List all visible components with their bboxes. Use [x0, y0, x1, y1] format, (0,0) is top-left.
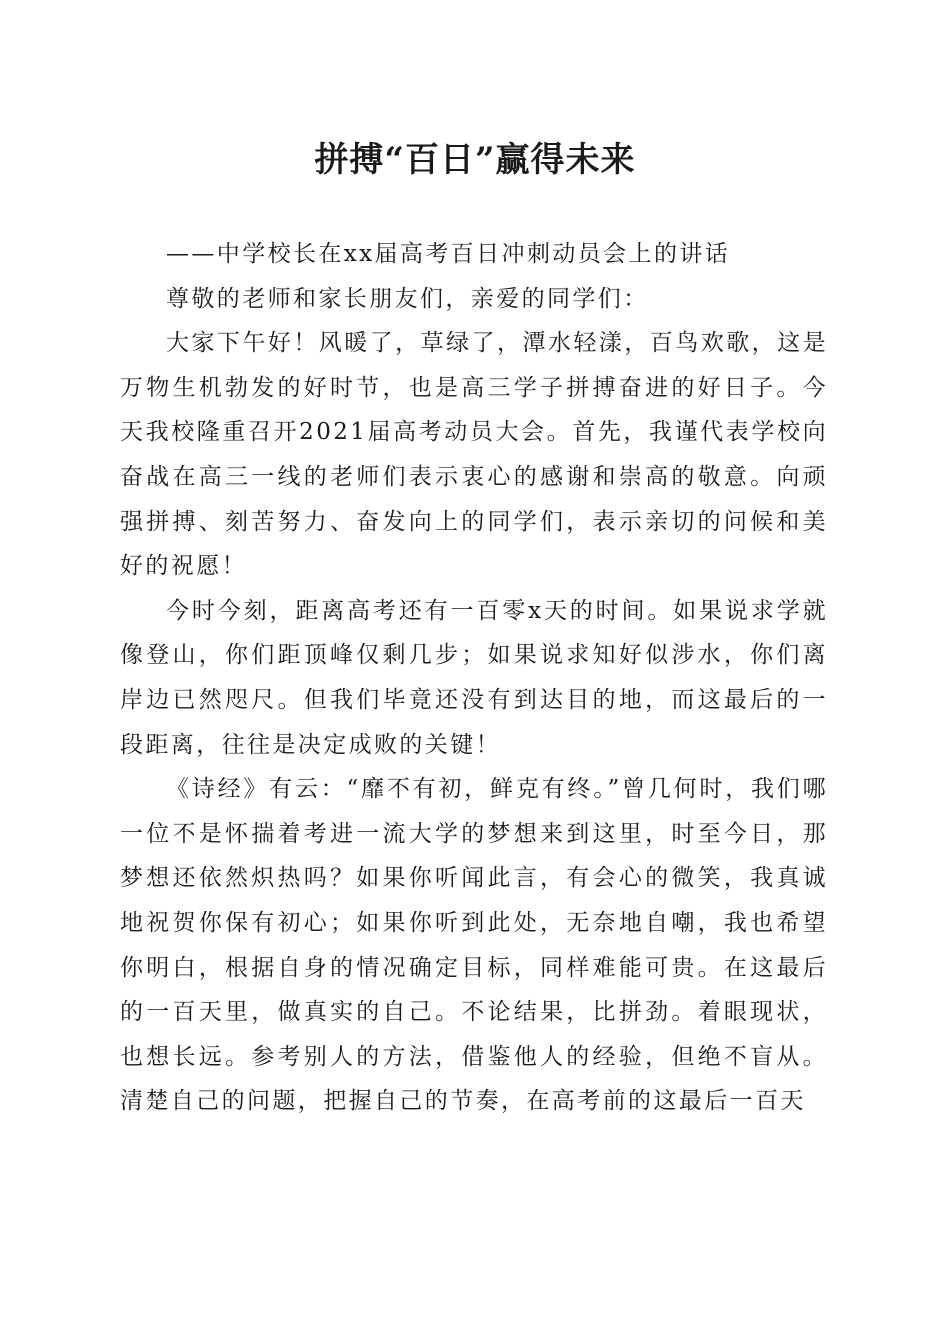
document-body	[120, 232, 828, 1124]
salutation: 尊敬的老师和家长朋友们，亲爱的同学们：	[166, 285, 649, 312]
paragraph: 今时今刻，距离高考还有一百零x天的时间。如果说求学就像登山，你们距顶峰仅剩几步；如果说求知好似涉水，你们离岸边已然咫尺。但我们毕竟还没有到达目的地，而这最后的一段距离，往往是决定成败的关键！	[120, 597, 828, 758]
paragraph: 《诗经》有云：“靡不有初，鲜克有终。”曾几何时，我们哪一位不是怀揣着考进一流大学的梦想来到这里，时至今日，那梦想还依然炽热吗？如果你听闻此言，有会心的微笑，我真诚地祝贺你保有初心；如果你听到此处，无奈地自嘲，我也希望你明白，根据自身的情况确定目标，同样难能可贵。在这最后的一百天里，做真实的自己。不论结果，比拼劲。着眼现状，也想长远。参考别人的方法，借鉴他人的经验，但绝不盲从。清楚自己的问题，把握自己的节奏，在高考前的这最后一百天	[120, 776, 828, 1115]
document-title: 拼搏“百日”赢得未来	[314, 140, 636, 180]
paragraph: 大家下午好！风暖了，草绿了，潭水轻漾，百鸟欢歌，这是万物生机勃发的好时节，也是高三学子拼搏奋进的好日子。今天我校隆重召开2021届高考动员大会。首先，我谨代表学校向奋战在高三一线的老师们表示衷心的感谢和崇高的敬意。向顽强拼搏、刻苦努力、奋发向上的同学们，表示亲切的问候和美好的祝愿！	[120, 330, 828, 580]
subtitle: ——中学校长在xx届高考百日冲刺动员会上的讲话	[166, 241, 731, 267]
